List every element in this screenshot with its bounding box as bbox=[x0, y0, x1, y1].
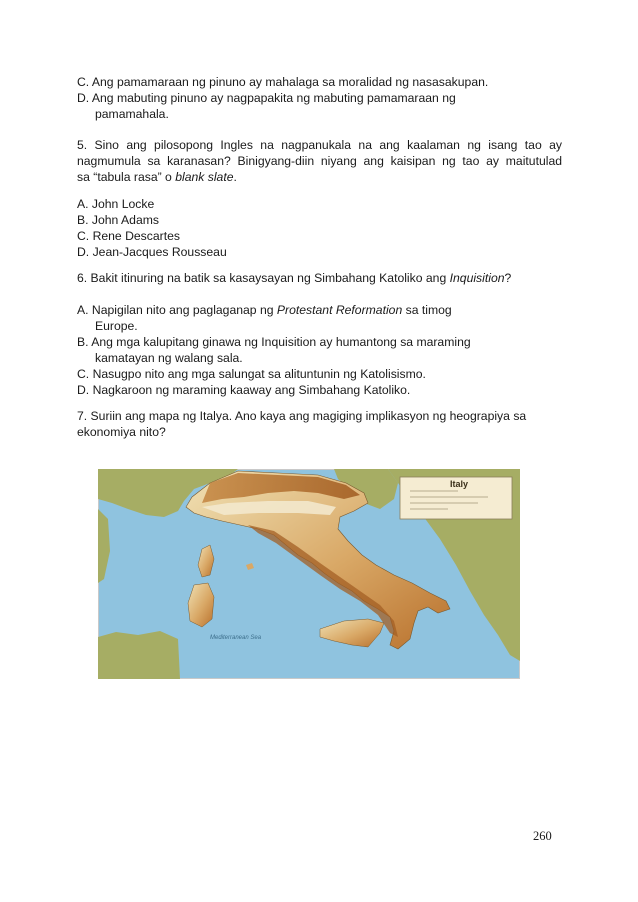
option-d-previous-line1: D. Ang mabuting pinuno ay nagpapakita ng mabuting pamamaraan ng bbox=[77, 91, 456, 105]
question-6-option-d: D. Nagkaroon ng maraming kaaway ang Simbahang Katoliko. bbox=[77, 383, 411, 397]
option-a-suffix: sa timog bbox=[402, 303, 452, 317]
question-6-option-b-line2: kamatayan ng walang sala. bbox=[95, 351, 243, 365]
map-title: Italy bbox=[450, 479, 469, 489]
question-5-option-a: A. John Locke bbox=[77, 197, 155, 211]
question-7-line1: 7. Suriin ang mapa ng Italya. Ano kaya ang magiging implikasyon ng heograpiya sa bbox=[77, 409, 527, 423]
protestant-reformation-term: Protestant Reformation bbox=[276, 303, 403, 317]
question-5-line3-suffix: . bbox=[233, 170, 237, 184]
question-5-option-b: B. John Adams bbox=[77, 213, 159, 227]
north-africa-coast bbox=[98, 631, 180, 679]
question-6-option-c: C. Nasugpo nito ang mga salungat sa alituntunin ng Katolisismo. bbox=[77, 367, 426, 381]
italy-map bbox=[98, 469, 520, 679]
question-6-suffix: ? bbox=[504, 271, 512, 285]
question-5-line3-prefix: sa “tabula rasa” o bbox=[77, 170, 176, 184]
option-d-previous-line2: pamamahala. bbox=[95, 107, 169, 121]
option-c-previous: C. Ang pamamaraan ng pinuno ay mahalaga sa moralidad ng nasasakupan. bbox=[77, 75, 489, 89]
inquisition-term: Inquisition bbox=[449, 271, 505, 285]
question-5-line3 bbox=[77, 169, 562, 185]
question-5-line1: 5. Sino ang pilosopong Ingles na nagpanukala na ang kaalaman ng isang tao ay bbox=[77, 138, 562, 152]
question-6-option-a-line2: Europe. bbox=[95, 319, 138, 333]
question-7-line2: ekonomiya nito? bbox=[77, 425, 166, 439]
question-5-option-d: D. Jean-Jacques Rousseau bbox=[77, 245, 227, 259]
question-6-option-a bbox=[77, 302, 562, 318]
question-6-prefix: 6. Bakit itinuring na batik sa kasaysayan ng Simbahang Katoliko ang bbox=[77, 271, 450, 285]
question-6 bbox=[77, 270, 562, 286]
question-5-line2: nagmumula sa karanasan? Binigyang-diin niyang ang kaisipan ng tao ay maitutulad bbox=[77, 154, 562, 168]
blank-slate-term: blank slate bbox=[175, 170, 234, 184]
question-6-option-b-line1: B. Ang mga kalupitang ginawa ng Inquisition ay humantong sa maraming bbox=[77, 335, 471, 349]
question-5-option-c: C. Rene Descartes bbox=[77, 229, 180, 243]
option-a-prefix: A. Napigilan nito ang paglaganap ng bbox=[77, 303, 277, 317]
sea-label: Mediterranean Sea bbox=[210, 635, 262, 641]
page-number: 260 bbox=[533, 829, 552, 843]
